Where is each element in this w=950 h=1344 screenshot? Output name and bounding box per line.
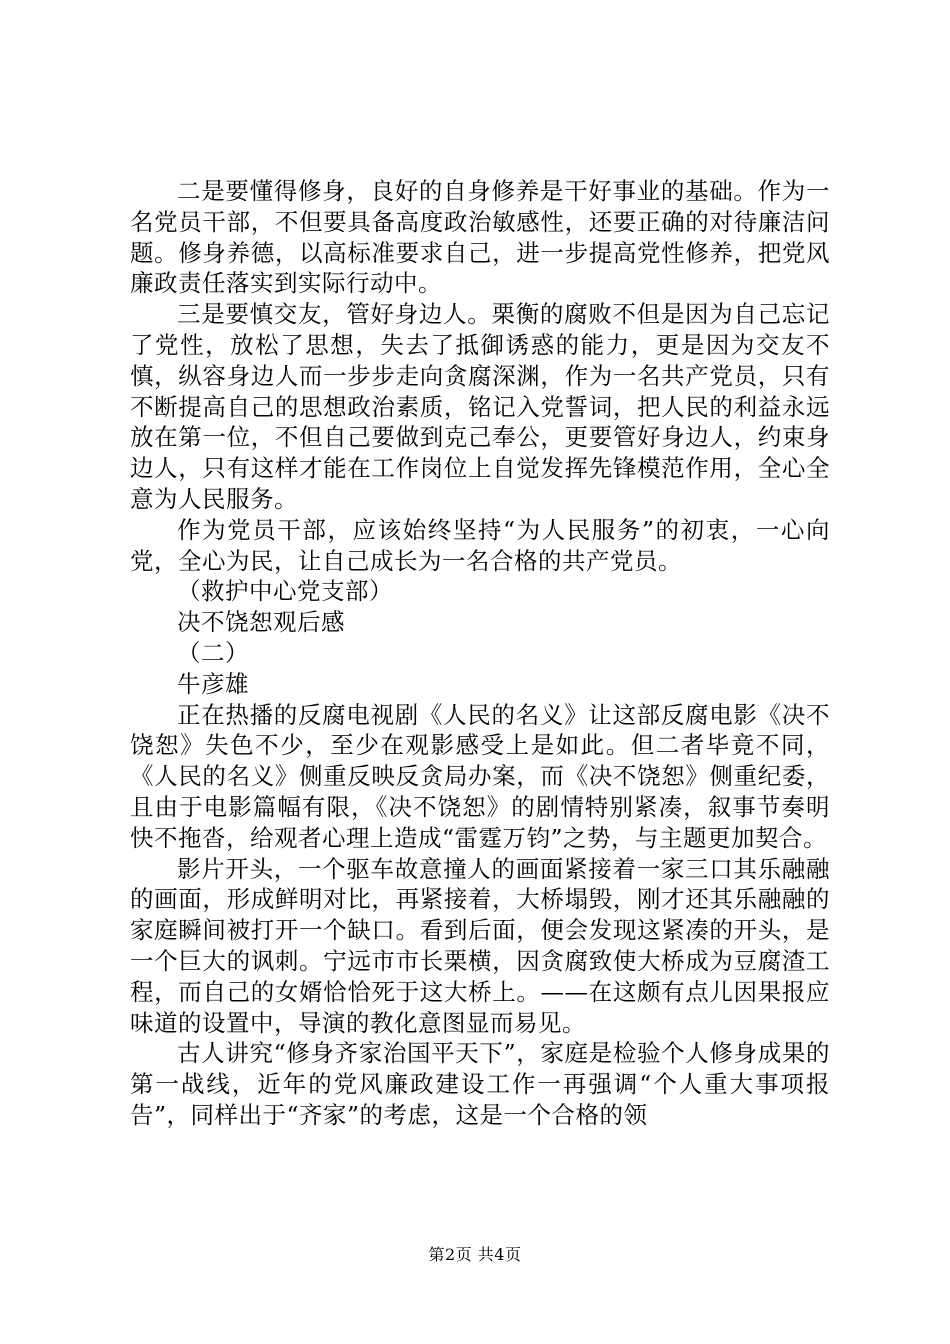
paragraph-self-cultivation: 二是要懂得修身，良好的自身修养是干好事业的基础。作为一名党员干部，不但要具备高度政治敏感性，还要正确的对待廉洁问题。修身养德，以高标准要求自己，进一步提高党性修养，把党风廉政责任落实到实际行动中。 — [130, 177, 830, 298]
paragraph-choose-friends: 三是要慎交友，管好身边人。栗衡的腐败不但是因为自己忘记了党性，放松了思想，失去了抵御诱惑的能力，更是因为交友不慎，纵容身边人而一步步走向贪腐深渊，作为一名共产党员，只有不断提高自己的思想政治素质，铭记入党誓词，把人民的利益永远放在第一位，不但自己要做到克己奉公，更要管好身边人，约束身边人，只有这样才能在工作岗位上自觉发挥先锋模范作用，全心全意为人民服务。 — [130, 300, 830, 513]
article-author: 牛彦雄 — [177, 669, 249, 698]
article-title: 决不饶恕观后感 — [177, 608, 345, 637]
signature-line: （救护中心党支部） — [177, 577, 393, 606]
paragraph-opening-scene: 影片开头，一个驱车故意撞人的画面紧接着一家三口其乐融融的画面，形成鲜明对比，再紧接着，大桥塌毁，刚才还其乐融融的家庭瞬间被打开一个缺口。看到后面，便会发现这紧凑的开头，是一个巨大的讽刺。宁远市市长栗横，因贪腐致使大桥成为豆腐渣工程，而自己的女婿恰恰死于这大桥上。——在这颇有点儿因果报应味道的设置中，导演的教化意图显而易见。 — [130, 854, 830, 1037]
paragraph-family: 古人讲究“修身齐家治国平天下”，家庭是检验个人修身成果的第一战线，近年的党风廉政建设工作一再强调“个人重大事项报告”，同样出于“齐家”的考虑，这是一个合格的领 — [130, 1039, 830, 1129]
page-footer — [0, 1245, 950, 1265]
article-part: （二） — [177, 638, 249, 667]
paragraph-conclusion: 作为党员干部，应该始终坚持“为人民服务”的初衷，一心向党，全心为民，让自己成长为一名合格的共产党员。 — [130, 515, 830, 575]
document-body — [130, 176, 830, 1131]
page-number: 第2页 共4页 — [428, 1245, 522, 1264]
paragraph-comparison: 正在热播的反腐电视剧《人民的名义》让这部反腐电影《决不饶恕》失色不少，至少在观影感受上是如此。但二者毕竟不同，《人民的名义》侧重反映反贪局办案，而《决不饶恕》侧重纪委，且由于电影篇幅有限，《决不饶恕》的剧情特别紧凑，叙事节奏明快不拖沓，给观者心理上造成“雷霆万钧”之势，与主题更加契合。 — [130, 700, 830, 852]
